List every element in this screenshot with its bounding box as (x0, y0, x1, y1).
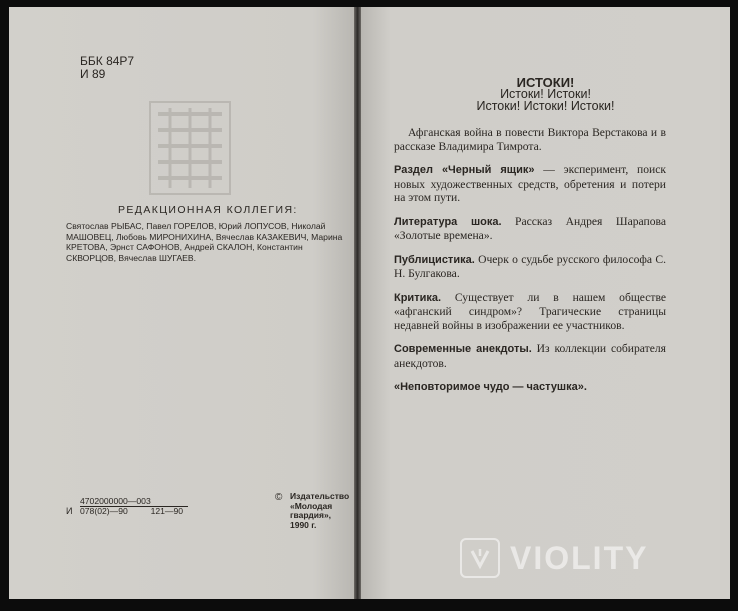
imprint-letter: И (66, 506, 73, 516)
contents-item-heading: Раздел «Черный ящик» (394, 164, 535, 176)
watermark-text: VIOLITY (510, 539, 649, 576)
headline-line-2: Истоки! Истоки! (500, 87, 591, 101)
contents-item-text: Из коллекции собирателя анекдотов. (394, 342, 666, 370)
publisher-line: «Молодая (290, 500, 333, 511)
contents-list (394, 122, 666, 405)
contents-item (394, 380, 666, 395)
editorial-board-members: Святослав РЫБАС, Павел ГОРЕЛОВ, Юрий ЛОПУСОВ, Николай МАШОВЕЦ, Любовь МИРОНИХИНА, Вячеслав КАЗАКЕВИЧ, Марина КРЕТОВА, Эрнст САФОНОВ, Андрей СКАЛОН, Константин СКВОРЦОВ, Вячеслав ШУГАЕВ. (66, 221, 343, 263)
publisher-line: 1990 г. (290, 519, 317, 530)
contents-intro: Афганская война в повести Виктора Верстакова и в рассказе Владимира Тимрота. (394, 126, 666, 153)
contents-item-heading: Публицистика. (394, 253, 475, 266)
headline-line-3: Истоки! Истоки! Истоки! (476, 99, 615, 113)
contents-item-heading: Критика. (394, 291, 442, 304)
contents-item-text: Существует ли в нашем обществе «афганский синдром»? Трагические страницы недавней войны в изображении ее участников. (394, 290, 666, 332)
contents-item (394, 163, 666, 205)
contents-item-text: Рассказ Андрея Шарапова «Золотые времена». (394, 214, 666, 242)
publisher-line: гвардия», (290, 510, 332, 520)
contents-item-heading: Литература шока. (394, 215, 502, 228)
publisher-line: Издательство (290, 491, 350, 501)
contents-item (394, 215, 666, 243)
contents-item (394, 253, 666, 281)
contents-item-heading: «Неповторимое чудо — частушка». (394, 381, 587, 393)
contents-item (394, 291, 666, 333)
copyright-icon: © (275, 492, 283, 503)
imprint-divider (80, 506, 188, 507)
contents-item-text: — эксперимент, поиск новых художественных средств, обретения и потери на этом пути. (394, 163, 667, 204)
contents-item-heading: Современные анекдоты. (394, 343, 532, 355)
faint-emblem-icon (148, 100, 232, 196)
contents-item (394, 342, 666, 370)
contents-item-text: Очерк о судьбе русского философа С. Н. Булгакова. (394, 252, 666, 280)
author-sign: И 89 (80, 67, 106, 81)
imprint-line-2-code: 078(02)—90 (80, 506, 128, 516)
headline-line-1: ИСТОКИ! (516, 75, 575, 90)
bbk-classification (80, 55, 134, 81)
imprint-line-1: 4702000000—003 (80, 496, 151, 506)
editorial-board-title: РЕДАКЦИОННАЯ КОЛЛЕГИЯ: (118, 204, 298, 216)
watermark (460, 536, 720, 580)
publisher-info (290, 492, 360, 530)
bbk-code: ББК 84Р7 (80, 54, 135, 68)
violity-logo-icon (460, 538, 500, 578)
imprint-line-2 (66, 506, 183, 516)
imprint-number: 121—90 (150, 506, 184, 516)
